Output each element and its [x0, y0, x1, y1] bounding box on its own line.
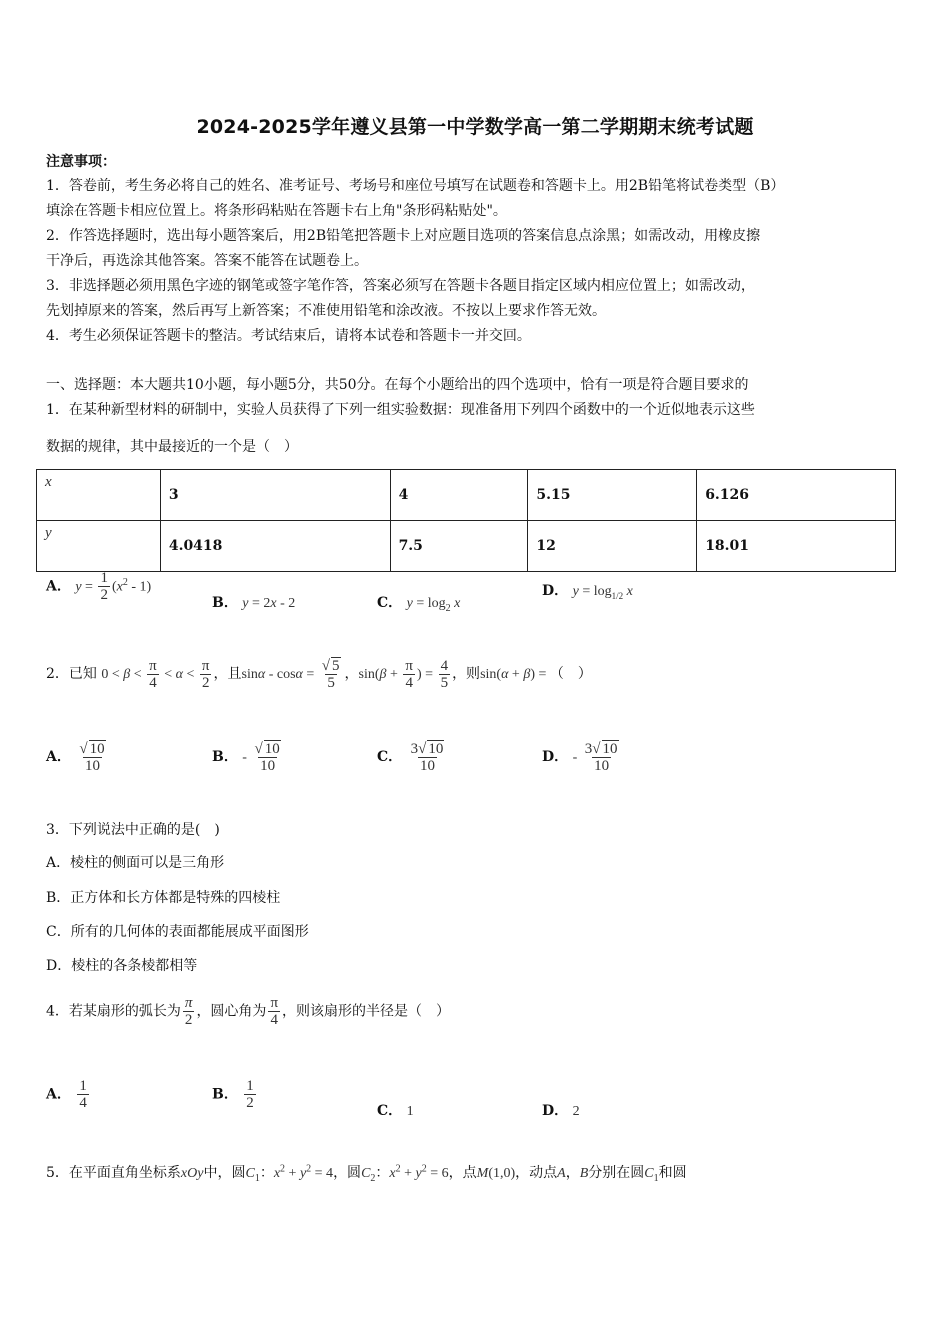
q4-text-1: 4．若某扇形的弧长为	[46, 1003, 181, 1020]
option-label: A．	[46, 749, 71, 765]
formula: y	[75, 579, 82, 595]
option-label: C．	[377, 595, 403, 611]
notice-line-3: 2．作答选择题时，选出每小题答案后，用2B铅笔把答题卡上对应题目选项的答案信息点涂黑；如需改动，用橡皮擦	[46, 228, 761, 244]
fraction: $\frac{1}{2}$	[100, 570, 108, 603]
option-label: B．	[212, 1086, 238, 1103]
option-label: C．	[377, 749, 403, 765]
option-label: A．	[46, 578, 71, 595]
q4-text-2: ，圆心角为	[196, 1003, 267, 1020]
q5-text-6: ，点	[448, 1165, 477, 1181]
q5-text-7: ，动点	[515, 1165, 558, 1181]
q5-text-8: ，	[565, 1165, 580, 1181]
option-label: D．	[542, 749, 569, 765]
q1-stem-line-2: 数据的规律，其中最接近的一个是（ ）	[46, 439, 298, 455]
option-label: D．	[542, 1103, 569, 1119]
q1-stem-line-1: 1．在某种新型材料的研制中，实验人员获得了下列一组实验数据：现准备用下列四个函数中的一个近似地表示这些	[46, 402, 755, 418]
q2-stem: 2．已知 0 < β < $\frac{\pi}{4}$ < α < $\frac{\pi}{2}$ ，且sinα - cosα = $\frac{√ 5}{5}$ ，sin(β + $\frac{\pi}{4}$ ) = $\frac{4}{5}$ ，则sin(α + β) = （ ）	[46, 657, 592, 691]
table-cell: 4.0418	[160, 521, 390, 572]
notice-line-6: 先划掉原来的答案，然后再写上新答案；不准使用铅笔和涂改液。不按以上要求作答无效。	[46, 303, 606, 319]
fraction: $\frac{\pi}{2}$	[201, 657, 210, 691]
q5-text-4: ，圆	[333, 1165, 362, 1181]
page-title: 2024-2025学年遵义县第一中学数学高一第二学期期末统考试题	[196, 116, 754, 138]
q3-option-d[interactable]: D．棱柱的各条棱都相等	[46, 958, 198, 974]
formula: y	[406, 596, 413, 611]
fraction: $\frac{4}{5}$	[440, 657, 449, 691]
q5-text-5: ：	[375, 1165, 390, 1181]
q2-suffix: （ ）	[549, 666, 592, 682]
q4-stem	[46, 995, 450, 1028]
fraction: $\frac{3√ 10}{10}$	[584, 741, 618, 774]
table-cell: 12	[528, 521, 697, 572]
fraction: $\frac{\pi}{2}$	[184, 995, 193, 1028]
table-cell: 3	[160, 470, 390, 521]
q1-option-d[interactable]: D． $y = \log_{1/2} x$	[542, 583, 633, 601]
q2-text-2: ，	[344, 666, 359, 682]
q4-option-a[interactable]	[46, 1078, 91, 1111]
option-value: 2	[572, 1104, 580, 1119]
fraction: $\frac{1}{2}$	[246, 1078, 254, 1111]
q2-option-d[interactable]: D． - $\frac{3√ 10}{10}$	[542, 740, 623, 774]
q2-text-3: ，则	[452, 666, 481, 682]
q3-option-a[interactable]: A．棱柱的侧面可以是三角形	[46, 855, 225, 871]
table-cell: 5.15	[528, 470, 697, 521]
table-row	[37, 521, 896, 572]
q4-option-d[interactable]	[542, 1100, 580, 1120]
option-label: A．	[46, 1086, 71, 1103]
q5-text-3: ：	[259, 1165, 274, 1181]
table-cell: 18.01	[697, 521, 896, 572]
q2-option-a[interactable]	[46, 740, 110, 774]
q2-text-1: ，且	[213, 666, 242, 682]
table-cell: 7.5	[390, 521, 528, 572]
table-cell: 4	[390, 470, 528, 521]
q5-text-9: 分别在圆	[588, 1165, 645, 1181]
fraction: $\frac{√ 5}{5}$	[321, 658, 340, 691]
q3-option-b[interactable]: B．正方体和长方体都是特殊的四棱柱	[46, 890, 281, 906]
table-cell-y-label: y	[37, 521, 161, 572]
fraction: $\frac{\pi}{4}$	[270, 995, 279, 1028]
q2-prefix: 2．已知	[46, 666, 97, 682]
notice-heading: 注意事项：	[46, 154, 116, 170]
option-value: 1	[406, 1104, 414, 1119]
notice-line-5: 3．非选择题必须用黑色字迹的钢笔或签字笔作答，答案必须写在答题卡各题目指定区域内相应位置上；如需改动，	[46, 278, 755, 294]
notice-line-1: 1．答卷前，考生务必将自己的姓名、准考证号、考场号和座位号填写在试题卷和答题卡上。用2B铅笔将试卷类型（B）	[46, 178, 785, 194]
option-label: D．	[542, 583, 569, 599]
formula: y	[242, 596, 249, 611]
q3-option-c[interactable]: C．所有的几何体的表面都能展成平面图形	[46, 924, 309, 940]
table-cell-x-label: x	[37, 470, 161, 521]
option-label: B．	[212, 749, 238, 765]
q2-option-b[interactable]: B． - $\frac{√ 10}{10}$	[212, 740, 285, 774]
q1-option-b[interactable]: B． y = 2x - 2	[212, 595, 296, 611]
notice-line-7: 4．考生必须保证答题卡的整洁。考试结束后，请将本试卷和答题卡一并交回。	[46, 328, 531, 344]
q4-text-3: ，则该扇形的半径是（ ）	[282, 1003, 451, 1020]
q1-data-table	[36, 469, 896, 572]
fraction: $\frac{√ 10}{10}$	[254, 741, 280, 774]
table-row	[37, 470, 896, 521]
q1-option-a[interactable]: A． y = $\frac{1}{2}$ $(x^2 - 1)$	[46, 570, 152, 603]
q5-text-2: 中，圆	[203, 1165, 246, 1181]
fraction: $\frac{3√ 10}{10}$	[410, 741, 444, 774]
formula: y	[572, 584, 579, 599]
notice-line-4: 干净后，再选涂其他答案。答案不能答在试题卷上。	[46, 253, 368, 269]
option-label: C．	[377, 1103, 403, 1119]
q2-option-c[interactable]	[377, 740, 448, 774]
fraction: $\frac{\pi}{4}$	[405, 657, 413, 691]
q5-text-10: 和圆	[658, 1165, 687, 1181]
section-heading: 一、选择题：本大题共10小题，每小题5分，共50分。在每个小题给出的四个选项中，恰有一项是符合题目要求的	[46, 377, 749, 393]
option-label: B．	[212, 595, 238, 611]
fraction: $\frac{\pi}{4}$	[149, 657, 157, 691]
fraction: $\frac{√ 10}{10}$	[79, 741, 105, 774]
fraction: $\frac{1}{4}$	[79, 1078, 87, 1111]
q5-text-1: 5．在平面直角坐标系	[46, 1165, 181, 1181]
q4-option-b[interactable]	[212, 1078, 258, 1111]
q4-option-c[interactable]	[377, 1100, 414, 1120]
q1-option-c[interactable]: C． $y = \log_2 x$	[377, 595, 461, 614]
table-cell: 6.126	[697, 470, 896, 521]
notice-line-2: 填涂在答题卡相应位置上。将条形码粘贴在答题卡右上角"条形码粘贴处"。	[46, 203, 507, 219]
q5-stem: 5．在平面直角坐标系xOy中，圆$C_1$：$x^2 + y^2 = 4$，圆$C_2$：$x^2 + y^2 = 6$，点M(1,0)，动点A，B分别在圆$C_1$和圆	[46, 1163, 687, 1184]
q3-stem: 3．下列说法中正确的是( )	[46, 822, 220, 838]
